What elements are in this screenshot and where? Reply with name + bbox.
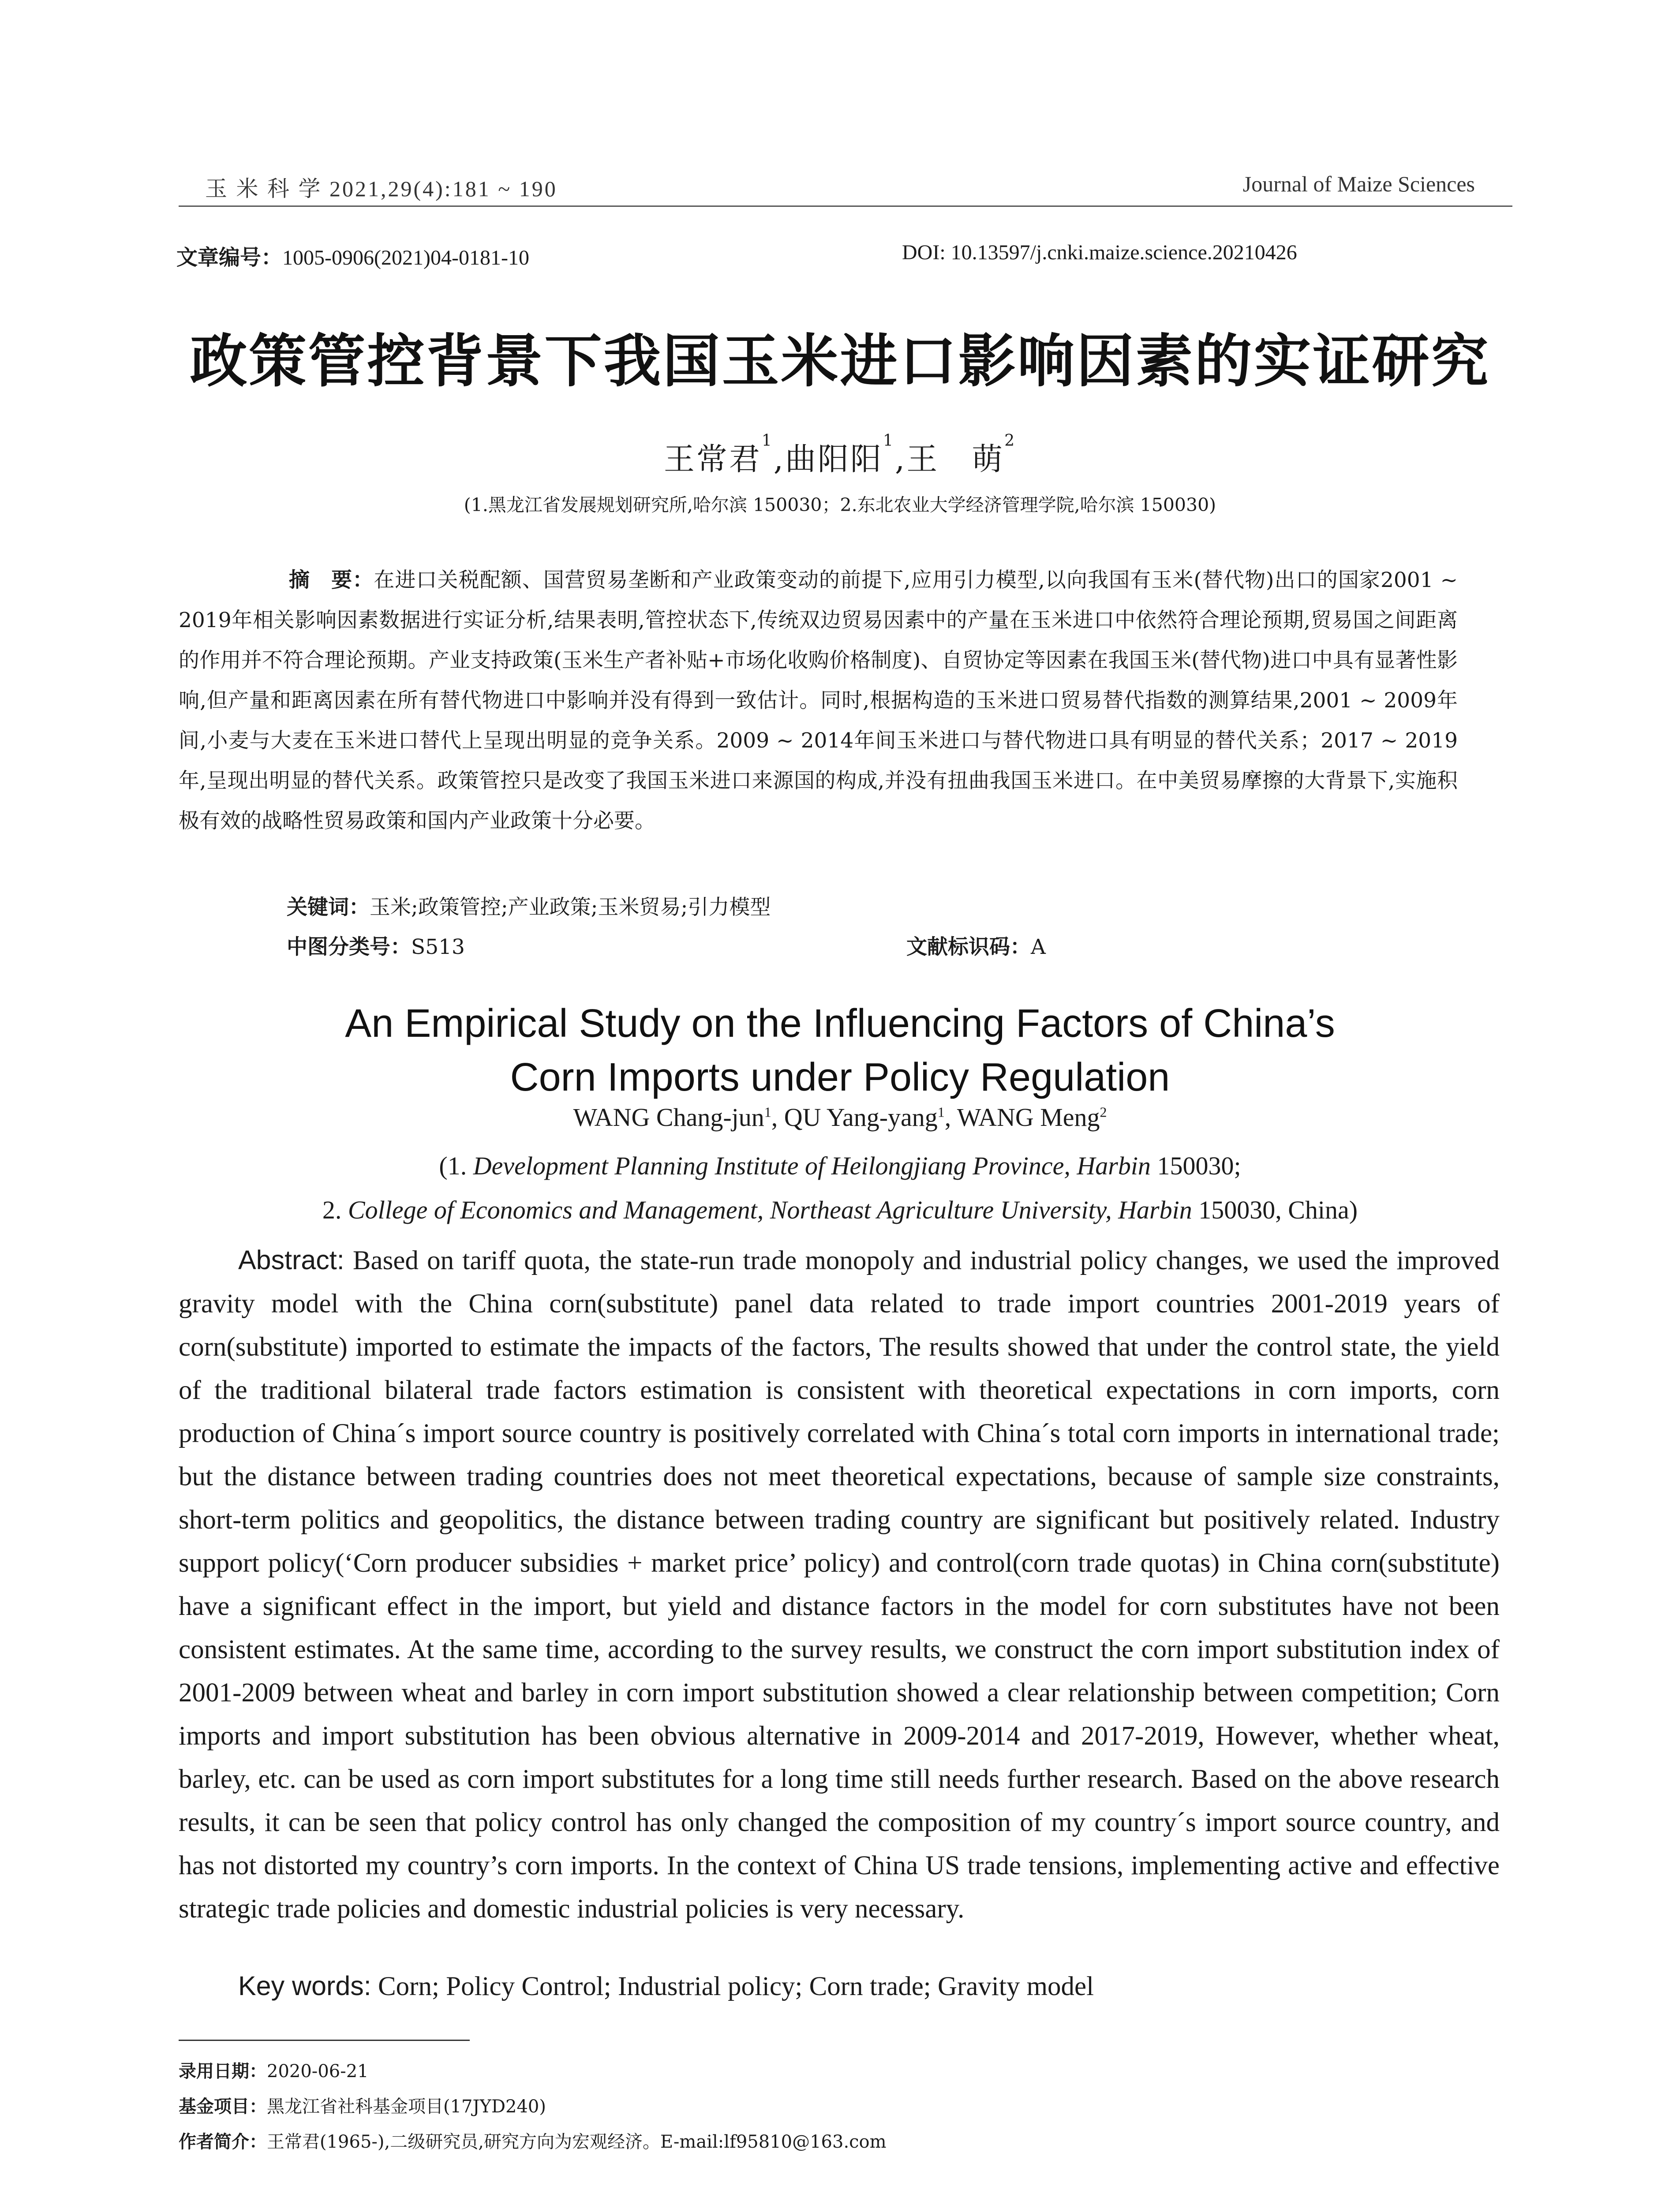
article-number: 文章编号：1005-0906(2021)04-0181-10 [176, 245, 529, 270]
abstract-en [179, 1238, 1500, 1931]
document-code: 文献标识码：A [906, 935, 1046, 959]
clc-number: 中图分类号：S513 [287, 935, 465, 959]
doi: DOI: 10.13597/j.cnki.maize.science.20210426 [902, 241, 1297, 264]
title-cn: 政策管控背景下我国玉米进口影响因素的实证研究 [190, 328, 1490, 395]
author-affil-mark: 1 [761, 432, 774, 450]
keywords-en: Key words: Corn; Policy Control; Industrial policy; Corn trade; Gravity model [238, 1971, 1094, 2001]
author-affil-mark: 2 [1004, 432, 1017, 450]
abstract-en-text: Based on tariff quota, the state-run trade monopoly and industrial policy changes, we used the improved gravity model with the China corn(substitute) panel data related to trade import countries 2001-2019 years of corn(substitute) imported to estimate the impacts of the factors, The results showed that under the control state, the yield of the traditional bilateral trade factors estimation is consistent with theoretical expectations in corn imports, corn production of China´s import source country is positively correlated with China´s total corn imports in international trade; but the distance between trading countries does not meet theoretical expectations, because of sample size constraints, short-term politics and geopolitics, the distance between trading country are significant but positively related. Industry support policy(‘Corn producer subsidies + market price’ policy) and control(corn trade quotas) in China corn(substitute) have a significant effect in the import, but yield and distance factors in the model for corn substitutes have not been consistent estimates. At the same time, according to the survey results, we construct the corn import substitution index of 2001-2009 between wheat and barley in corn import substitution showed a clear relationship between competition; Corn imports and import substitution has been obvious alternative in 2009-2014 and 2017-2019, However, whether wheat, barley, etc. can be used as corn import substitutes for a long time still needs further research. Based on the above research results, it can be seen that policy control has only changed the composition of my country´s import source country, and has not distorted my country’s corn imports. In the context of China US trade tensions, implementing active and effective strategic trade policies and domestic industrial policies is very necessary. [179, 1246, 1500, 1924]
author-name: WANG Chang-jun [573, 1103, 764, 1132]
keywords-cn: 关键词：玉米;政策管控;产业政策;玉米贸易;引力模型 [287, 895, 771, 919]
running-header [205, 171, 1475, 202]
affiliation-en-2: 2. College of Economics and Management, Northeast Agriculture University, Harbin 150030, China) [322, 1196, 1358, 1224]
author-name: 曲阳阳 [785, 441, 883, 477]
header-rule [179, 206, 1512, 207]
authors-cn: 王常君$^1$,曲阳阳$^1$,王 萌$^2$ [663, 432, 1017, 477]
abstract-cn-text: 在进口关税配额、国营贸易垄断和产业政策变动的前提下,应用引力模型,以向我国有玉米(替代物)出口的国家2001 ~ 2019年相关影响因素数据进行实证分析,结果表明,管控状态下,传统双边贸易因素中的产量在玉米进口中依然符合理论预期,贸易国之间距离的作用并不符合理论预期。产业支持政策(玉米生产者补贴+市场化收购价格制度)、自贸协定等因素在我国玉米(替代物)进口中具有显著性影响,但产量和距离因素在所有替代物进口中影响并没有得到一致估计。同时,根据构造的玉米进口贸易替代指数的测算结果,2001 ~ 2009年间,小麦与大麦在玉米进口替代上呈现出明显的竞争关系。2009 ~ 2014年间玉米进口与替代物进口具有明显的替代关系；2017 ~ 2019年,呈现出明显的替代关系。政策管控只是改变了我国玉米进口来源国的构成,并没有扭曲我国玉米进口。在中美贸易摩擦的大背景下,实施积极有效的战略性贸易政策和国内产业政策十分必要。 [179, 568, 1458, 833]
authors-en: WANG Chang-jun$^1$, QU Yang-yang$^1$, WANG Meng$^2$ [573, 1103, 1107, 1132]
title-en-line: Corn Imports under Policy Regulation [510, 1055, 1170, 1099]
journal-citation-cn: 玉 米 科 学 2021,29(4):181 ~ 190 [205, 176, 558, 201]
footnote-author-bio: 作者简介：王常君(1965-),二级研究员,研究方向为宏观经济。E-mail:lf95810@163.com [179, 2132, 887, 2152]
title-en-line: An Empirical Study on the Influencing Factors of China’s [345, 1002, 1335, 1046]
affiliation-cn: (1.黑龙江省发展规划研究所,哈尔滨 150030；2.东北农业大学经济管理学院,哈尔滨 150030) [464, 494, 1216, 516]
author-name: 王常君 [663, 441, 762, 477]
author-affil-mark: 2 [1100, 1104, 1107, 1120]
author-affil-mark: 1 [764, 1104, 771, 1120]
author-name: QU Yang-yang [784, 1103, 938, 1132]
abstract-cn-label: 摘 要： [289, 568, 374, 592]
journal-name-en: Journal of Maize Sciences [1242, 172, 1475, 196]
footnote-accepted-date: 录用日期：2020-06-21 [179, 2061, 369, 2082]
abstract-cn [179, 560, 1458, 841]
abstract-en-label: Abstract: [238, 1245, 344, 1275]
footnote-funding: 基金项目：黑龙江省社科基金项目(17JYD240) [179, 2097, 546, 2117]
author-name: 王 萌 [906, 441, 1005, 477]
affiliation-en-1: (1. Development Planning Institute of Heilongjiang Province, Harbin 150030; [439, 1151, 1241, 1180]
author-name: WANG Meng [957, 1103, 1100, 1132]
author-affil-mark: 1 [883, 432, 895, 450]
footnote-rule [179, 2040, 470, 2041]
author-affil-mark: 1 [937, 1104, 945, 1120]
title-en [0, 997, 1680, 1104]
article-meta [176, 240, 1504, 271]
